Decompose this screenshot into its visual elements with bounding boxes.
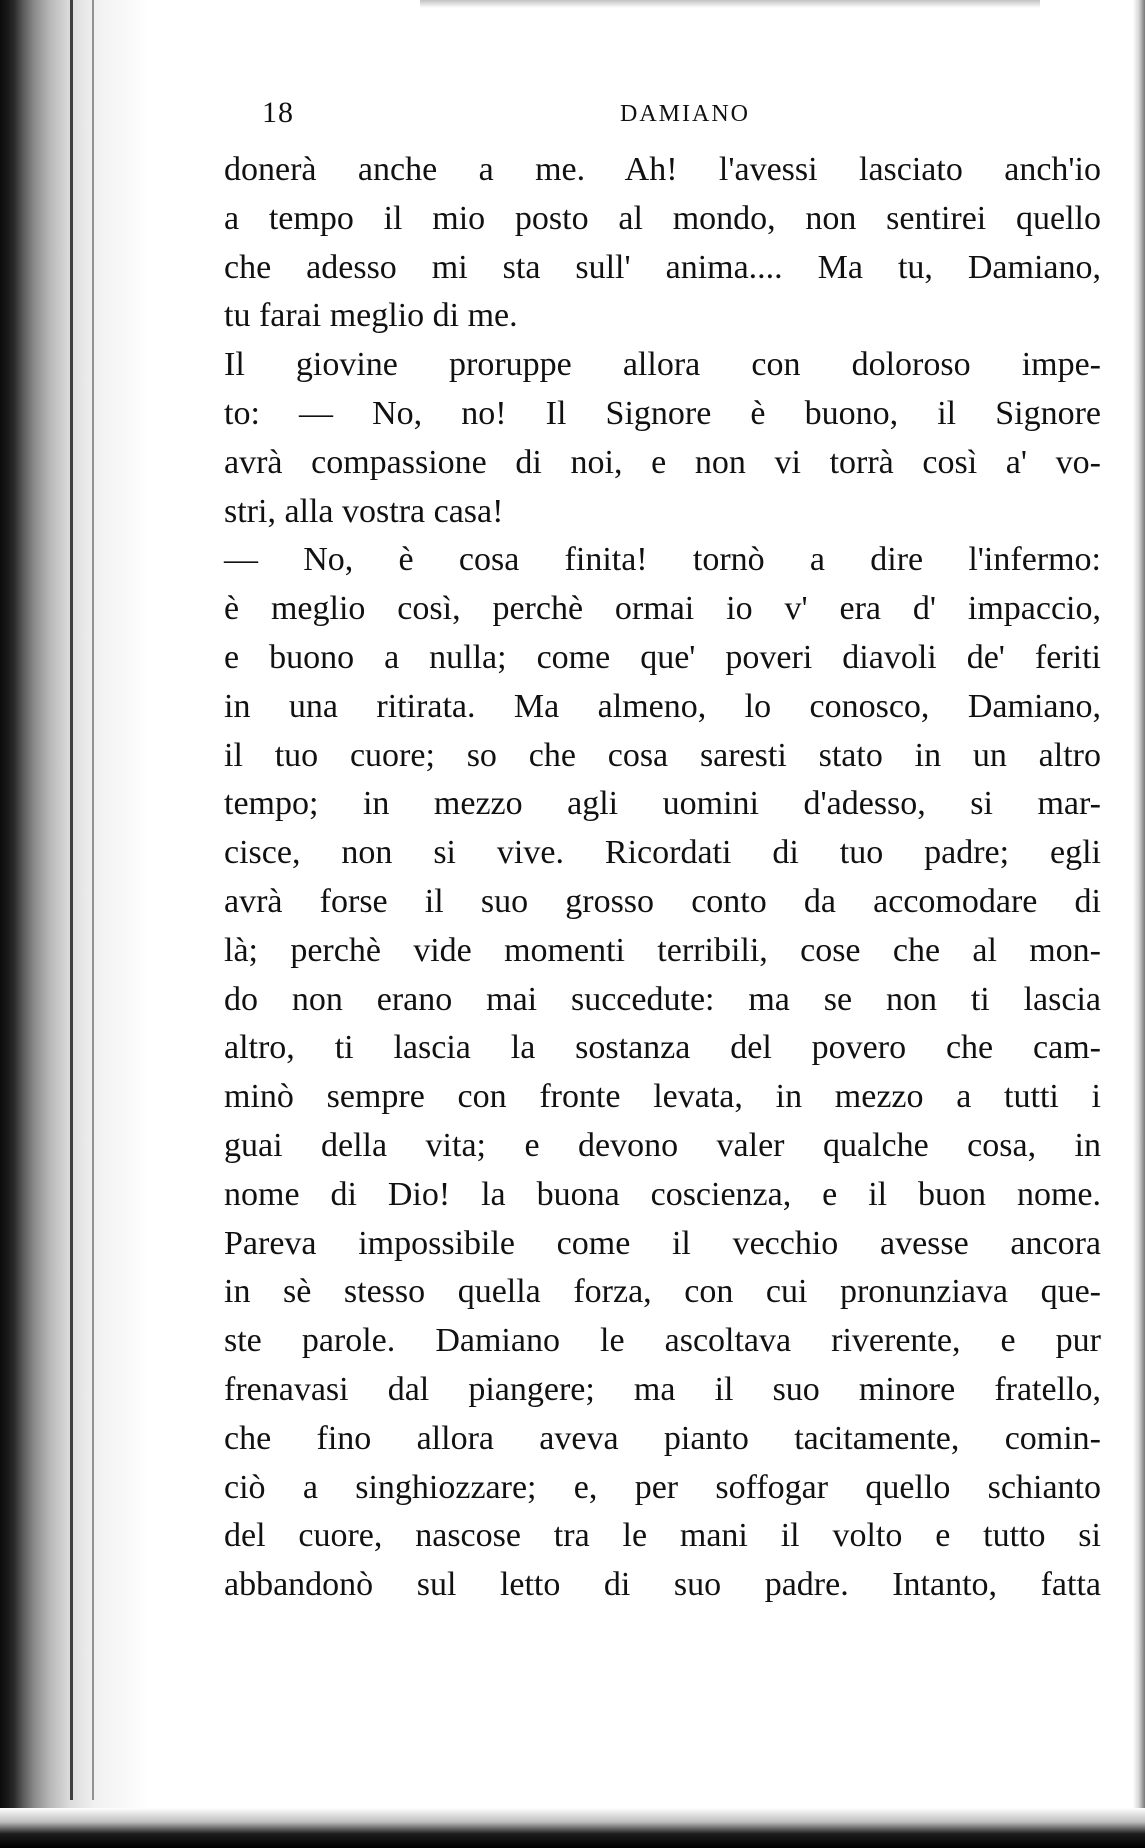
text-line: avrà forse il suo grosso conto da accomodare di: [224, 882, 1101, 920]
text-line: del cuore, nascose tra le mani il volto e tutto si: [224, 1517, 1101, 1555]
text-line: Il giovine proruppe allora con doloroso impe-: [224, 346, 1101, 384]
text-line: donerà anche a me. Ah! l'avessi lasciato anch'io: [224, 151, 1101, 188]
text-line: to: — No, no! Il Signore è buono, il Signore: [224, 394, 1101, 432]
text-line: nome di Dio! la buona coscienza, e il buon nome.: [224, 1175, 1101, 1213]
text-line: il tuo cuore; so che cosa saresti stato in un altro: [224, 736, 1101, 774]
body-text: [224, 146, 1101, 1610]
text-line: stri, alla vostra casa!: [224, 492, 504, 530]
text-line: tu farai meglio di me.: [224, 297, 518, 335]
text-line: a tempo il mio posto al mondo, non sentirei quello: [224, 199, 1101, 237]
text-line: frenavasi dal piangere; ma il suo minore fratello,: [224, 1370, 1101, 1408]
text-line: in sè stesso quella forza, con cui pronunziava que-: [224, 1273, 1101, 1311]
text-line: è meglio così, perchè ormai io v' era d' impaccio,: [224, 590, 1101, 628]
text-line: Pareva impossibile come il vecchio avesse ancora: [224, 1224, 1101, 1262]
text-line: ciò a singhiozzare; e, per soffogar quello schianto: [224, 1468, 1101, 1506]
running-head: DAMIANO: [620, 101, 750, 127]
text-line: cisce, non si vive. Ricordati di tuo padre; egli: [224, 834, 1101, 872]
text-line: altro, ti lascia la sostanza del povero che cam-: [224, 1029, 1101, 1067]
text-line: abbandonò sul letto di suo padre. Intanto, fatta: [224, 1566, 1101, 1604]
text-line: guai della vita; e devono valer qualche cosa, in: [224, 1126, 1101, 1164]
text-line: do non erano mai succedute: ma se non ti lascia: [224, 980, 1101, 1018]
text-line: ste parole. Damiano le ascoltava riverente, e pur: [224, 1322, 1101, 1360]
page-header: [262, 96, 1062, 136]
text-line: e buono a nulla; come que' poveri diavoli de' feriti: [224, 638, 1101, 676]
text-line: tempo; in mezzo agli uomini d'adesso, si mar-: [224, 785, 1101, 823]
page-number: 18: [262, 96, 294, 129]
text-line: minò sempre con fronte levata, in mezzo a tutti i: [224, 1078, 1101, 1116]
text-line: che fino allora aveva pianto tacitamente, comin-: [224, 1419, 1101, 1457]
text-line: là; perchè vide momenti terribili, cose che al mon-: [224, 931, 1101, 969]
text-line: avrà compassione di noi, e non vi torrà così a' vo-: [224, 443, 1101, 481]
text-line: che adesso mi sta sull' anima.... Ma tu, Damiano,: [224, 248, 1101, 286]
text-line: — No, è cosa finita! tornò a dire l'infermo:: [224, 541, 1101, 579]
text-line: in una ritirata. Ma almeno, lo conosco, Damiano,: [224, 687, 1101, 725]
